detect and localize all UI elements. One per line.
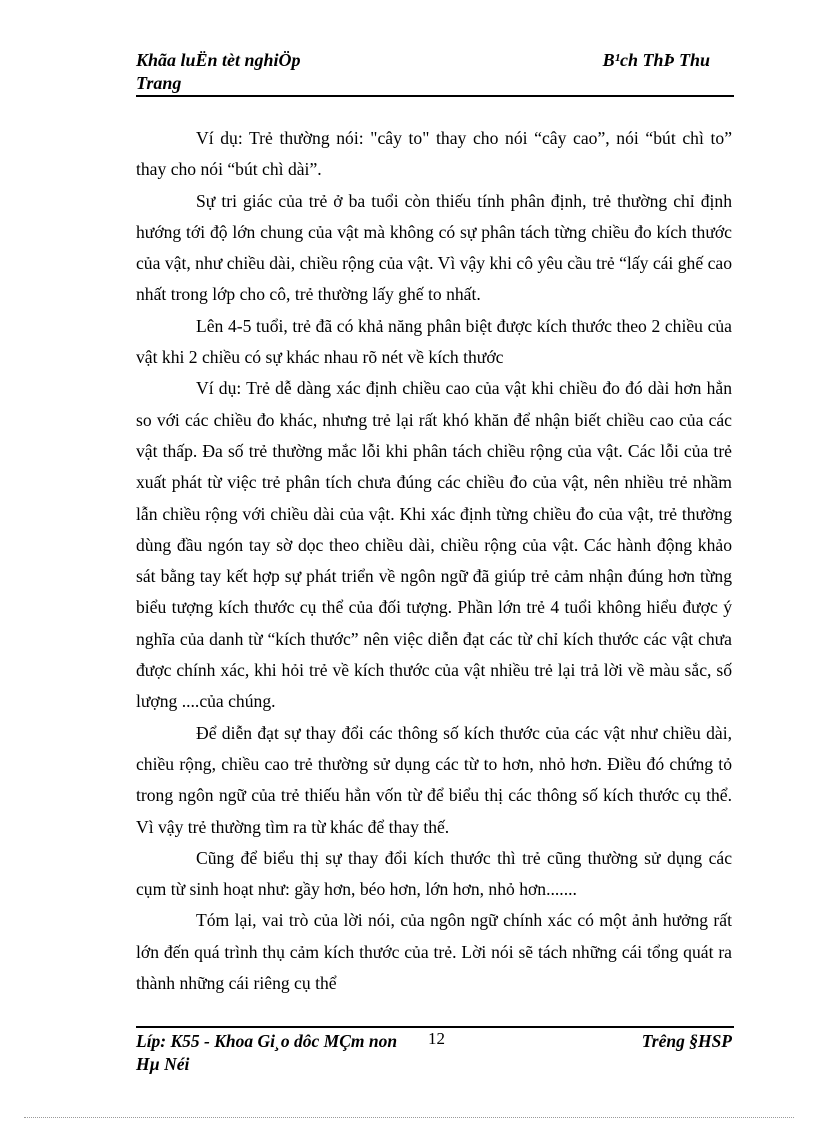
- header-title-line1: Khãa luËn tèt nghiÖp: [136, 50, 301, 70]
- header-thesis-title: [136, 49, 301, 95]
- page-footer: [136, 1022, 734, 1082]
- page-header: [136, 49, 734, 97]
- paragraph-4: Ví dụ: Trẻ dễ dàng xác định chiều cao của vật khi chiều đo đó dài hơn hẳn so với các chiều đo khác, nhưng trẻ lại rất khó khăn để nhận biết chiều cao của các vật thấp. Đa số trẻ thường mắc lỗi khi phân tách chiều rộng của vật. Các lỗi của trẻ xuất phát từ việc trẻ phân tích chưa đúng các chiều đo của vật, nên nhiều trẻ nhầm lẫn chiều rộng với chiều dài của vật. Khi xác định từng chiều đo của vật, trẻ thường dùng đầu ngón tay sờ dọc theo chiều dài, chiều rộng của vật. Các hành động khảo sát bằng tay kết hợp sự phát triển về ngôn ngữ đã giúp trẻ cảm nhận đúng hơn từng biểu tượng kích thước cụ thể của đối tượng. Phần lớn trẻ 4 tuổi không hiểu được ý nghĩa của danh từ “kích thước” nên việc diễn đạt các từ chỉ kích thước các vật chưa được chính xác, khi hỏi trẻ về kích thước của vật nhiều trẻ lại trả lời về màu sắc, số lượng ....của chúng.: [136, 378, 732, 712]
- footer-school-name: Trêng §HSP: [641, 1031, 732, 1051]
- header-rule: [136, 95, 734, 97]
- footer-class-line1: Líp: K55 - Khoa Gi¸o dôc MÇm non: [136, 1031, 398, 1051]
- paragraph-2: Sự tri giác của trẻ ở ba tuổi còn thiếu tính phân định, trẻ thường chỉ định hướng tới độ lớn chung của vật mà không có sự phân tách từng chiều đo kích thước của vật, như chiều dài, chiều rộng của vật. Vì vậy khi cô yêu cầu trẻ “lấy cái ghế cao nhất trong lớp cho cô, trẻ thường lấy ghế to nhất.: [136, 190, 732, 305]
- paragraph-3: Lên 4-5 tuổi, trẻ đã có khả năng phân biệt được kích thước theo 2 chiều của vật khi 2 chiều có sự khác nhau rõ nét về kích thước: [136, 315, 732, 368]
- footer-class-info: [136, 1030, 397, 1076]
- header-author-name: B¹ch ThÞ Thu: [602, 50, 710, 70]
- page-number: 12: [428, 1029, 445, 1048]
- page-bottom-dotted-border: [24, 1117, 794, 1118]
- paragraph-1: Ví dụ: Trẻ thường nói: "cây to" thay cho nói “cây cao”, nói “bút chì to” thay cho nói “bút chì dài”.: [136, 128, 732, 180]
- paragraph-5: Để diễn đạt sự thay đổi các thông số kích thước của các vật như chiều dài, chiều rộng, chiều cao trẻ thường sử dụng các từ to hơn, nhỏ hơn. Điều đó chứng tỏ trong ngôn ngữ của trẻ thiếu hẳn vốn từ để biểu thị các thông số kích thước cụ thể. Vì vậy trẻ thường tìm ra từ khác để thay thế.: [136, 722, 732, 837]
- paragraph-7: Tóm lại, vai trò của lời nói, của ngôn ngữ chính xác có một ảnh hưởng rất lớn đến quá trình thụ cảm kích thước của trẻ. Lời nói sẽ tách những cái tổng quát ra thành những cái riêng cụ thể: [136, 910, 732, 994]
- document-body: [136, 123, 732, 999]
- paragraph-6: Cũng để biểu thị sự thay đổi kích thước thì trẻ cũng thường sử dụng các cụm từ sinh hoạt như: gầy hơn, béo hơn, lớn hơn, nhỏ hơn.......: [136, 847, 732, 900]
- footer-class-line2: Hµ Néi: [136, 1054, 190, 1074]
- header-title-line2: Trang: [136, 73, 182, 93]
